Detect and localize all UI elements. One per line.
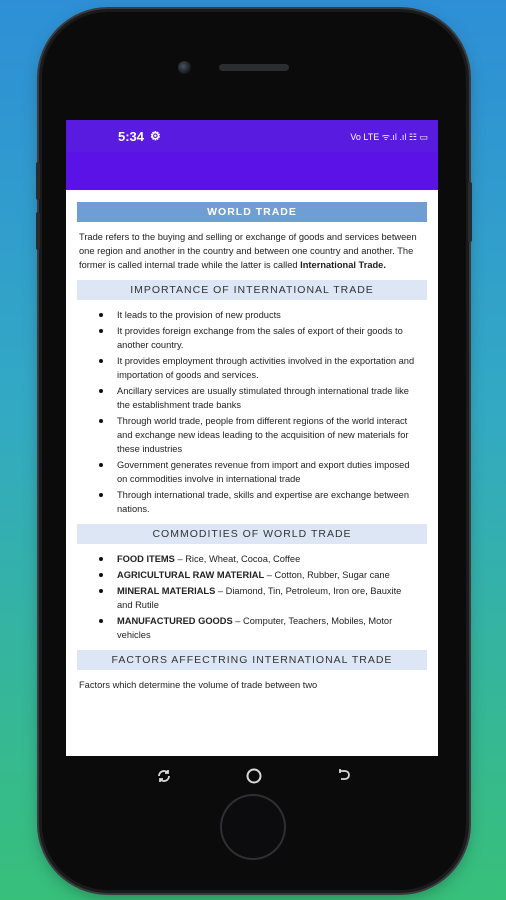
commodities-heading: COMMODITIES OF WORLD TRADE (77, 524, 427, 544)
list-item (93, 568, 419, 582)
intro-text: Trade refers to the buying and selling or exchange of goods and services between one region and another in the country and between one country and another. The former is called internal trade while the latter is called (79, 232, 417, 270)
article-content (66, 190, 438, 692)
screen (66, 120, 438, 756)
list-item: Through world trade, people from different regions of the world interact and exchange new ideas leading to the acquisition of new materials for these industries (93, 414, 419, 456)
list-item (93, 552, 419, 566)
back-icon[interactable] (334, 766, 354, 786)
earpiece-speaker (219, 64, 289, 71)
list-item: Government generates revenue from import and export duties imposed on commodities involve in international trade (93, 458, 419, 486)
volume-button (36, 212, 40, 250)
commodities-list (75, 552, 429, 642)
recent-apps-icon[interactable] (154, 766, 174, 786)
importance-heading: IMPORTANCE OF INTERNATIONAL TRADE (77, 280, 427, 300)
commodity-label: MANUFACTURED GOODS (117, 616, 233, 626)
sync-icon: ⚙ (150, 129, 161, 143)
factors-paragraph: Factors which determine the volume of trade between two (79, 680, 318, 690)
commodity-text: – Computer, Teachers, Mobiles, Motor vehicles (117, 616, 393, 640)
system-navigation-bar (42, 756, 466, 796)
commodity-text: – Cotton, Rubber, Sugar cane (264, 570, 390, 580)
intro-paragraph (75, 230, 429, 272)
commodity-text: – Diamond, Tin, Petroleum, Iron ore, Bauxite and Rutile (117, 586, 402, 610)
importance-list (75, 308, 429, 516)
physical-home-button[interactable] (220, 794, 286, 860)
status-time: 5:34 (118, 128, 145, 144)
list-item: It provides employment through activities involved in the exportation and importation of goods and services. (93, 354, 419, 382)
list-item: It leads to the provision of new products (93, 308, 419, 322)
volume-button (36, 162, 40, 200)
power-button (468, 182, 472, 242)
commodity-text: – Rice, Wheat, Cocoa, Coffee (174, 554, 301, 564)
commodity-label: AGRICULTURAL RAW MATERIAL (117, 570, 265, 580)
commodity-label: MINERAL MATERIALS (117, 586, 216, 596)
commodity-label: FOOD ITEMS (117, 554, 175, 564)
world-trade-heading: WORLD TRADE (77, 202, 427, 222)
front-camera (178, 61, 191, 74)
list-item (93, 614, 419, 642)
list-item (93, 584, 419, 612)
intro-bold-text: International Trade. (300, 260, 386, 270)
home-icon[interactable] (244, 766, 264, 786)
list-item: Through international trade, skills and expertise are exchange between nations. (93, 488, 419, 516)
list-item: Ancillary services are usually stimulated through international trade like the establishment trade banks (93, 384, 419, 412)
list-item: It provides foreign exchange from the sales of export of their goods to another country. (93, 324, 419, 352)
phone-frame (42, 12, 466, 890)
status-bar (66, 120, 438, 152)
status-icons: Vo LTE ᯤ.ıl .ıl ☷ ▭ (350, 131, 428, 142)
factors-heading: FACTORS AFFECTRING INTERNATIONAL TRADE (77, 650, 427, 670)
app-bar (66, 152, 438, 190)
